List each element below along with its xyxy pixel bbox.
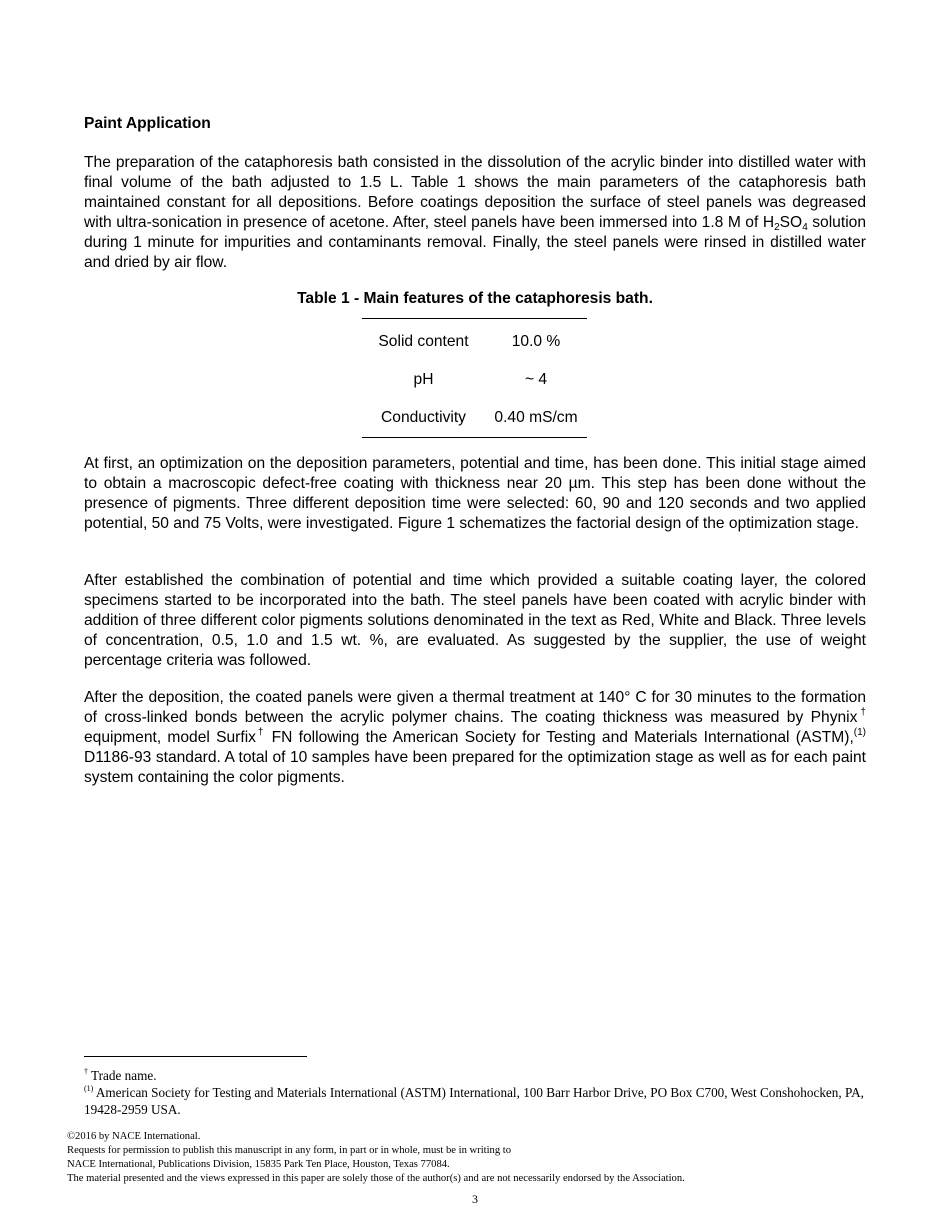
dagger-mark: †	[255, 727, 266, 738]
bath-features-table	[362, 318, 587, 438]
paragraph-text: The preparation of the cataphoresis bath consisted in the dissolution of the acrylic binder into distilled water with final volume of the bath adjusted to 1.5 L. Table 1 shows the main parameters of the cataphoresis bath maintained constant for all depositions. Before coatings deposition the surface of steel panels was degreased with ultra-sonication in presence of acetone. After, steel panels have been immersed into 1.8 M of H	[84, 154, 866, 231]
paragraph-thermal-treatment	[84, 688, 866, 788]
footnote-astm	[84, 1084, 874, 1118]
paragraph-optimization: At first, an optimization on the deposition parameters, potential and time, has been done. This initial stage aimed to obtain a macroscopic defect-free coating with thickness near 20 µm. This step has been done without the presence of pigments. Three different deposition time were selected: 60, 90 and 120 seconds and two applied potential, 50 and 75 Volts, were investigated. Figure 1 schematizes the factorial design of the optimization stage.	[84, 455, 866, 532]
paragraph-pigments: After established the combination of potential and time which provided a suitable coating layer, the colored specimens started to be incorporated into the bath. The steel panels have been coated with acrylic binder with addition of three different color pigments solutions denominated in the text as Red, White and Black. Three levels of concentration, 0.5, 1.0 and 1.5 wt. %, are evaluated. As suggested by the supplier, the use of weight percentage criteria was followed.	[84, 572, 866, 669]
copyright-line: Requests for permission to publish this manuscript in any form, in part or in whole, must be in writing to	[67, 1145, 512, 1156]
copyright-notice	[67, 1130, 887, 1186]
footnote-trade-name	[84, 1067, 874, 1084]
table-row	[362, 319, 587, 362]
table-cell-value: 0.40 mS/cm	[494, 409, 578, 426]
paragraph-text: D1186-93 standard. A total of 10 samples have been prepared for the optimization stage as well as for each paint system containing the color pigments.	[84, 749, 866, 786]
subscript: 4	[802, 222, 808, 233]
subscript: 2	[774, 222, 780, 233]
table-cell-label: pH	[413, 371, 434, 388]
table-caption: Table 1 - Main features of the cataphoresis bath.	[297, 290, 653, 307]
dagger-mark: †	[84, 1067, 88, 1076]
table-cell-value: 10.0 %	[511, 333, 561, 350]
paragraph-text: equipment, model Surfix	[84, 729, 256, 746]
table-row	[362, 399, 587, 438]
table-cell-label: Solid content	[378, 333, 469, 350]
paragraph-bath-preparation	[84, 153, 866, 273]
paragraph-text: FN following the American Society for Testing and Materials International (ASTM),	[265, 729, 854, 746]
reference-mark: (1)	[84, 1084, 94, 1093]
copyright-line: NACE International, Publications Division, 15835 Park Ten Place, Houston, Texas 77084.	[67, 1159, 450, 1170]
page-number: 3	[472, 1192, 478, 1206]
paragraph-text: solution during 1 minute for impurities and contaminants removal. Finally, the steel panels were rinsed in distilled water and dried by air flow.	[84, 214, 866, 271]
footnote-text: American Society for Testing and Materials International (ASTM) International, 100 Barr Harbor Drive, PO Box C700, West Conshohocken, PA, 19428-2959 USA.	[84, 1085, 864, 1117]
footnote-text: Trade name.	[88, 1068, 157, 1083]
dagger-mark: †	[857, 707, 866, 718]
footnote-divider	[84, 1056, 307, 1057]
footnotes	[84, 1067, 874, 1118]
table-row	[362, 361, 587, 399]
table-cell-value: ~ 4	[524, 371, 548, 388]
reference-mark: (1)	[853, 727, 867, 738]
copyright-line: The material presented and the views expressed in this paper are solely those of the author(s) and are not necessarily endorsed by the Association.	[67, 1173, 685, 1184]
section-heading: Paint Application	[84, 115, 211, 132]
table-cell-label: Conductivity	[381, 409, 466, 426]
paragraph-text: SO	[779, 214, 803, 231]
paragraph-text: After the deposition, the coated panels were given a thermal treatment at 140° C for 30 minutes to the formation of cross-linked bonds between the acrylic polymer chains. The coating thickness was measured by Phynix	[84, 689, 866, 726]
copyright-line: ©2016 by NACE International.	[67, 1131, 201, 1142]
